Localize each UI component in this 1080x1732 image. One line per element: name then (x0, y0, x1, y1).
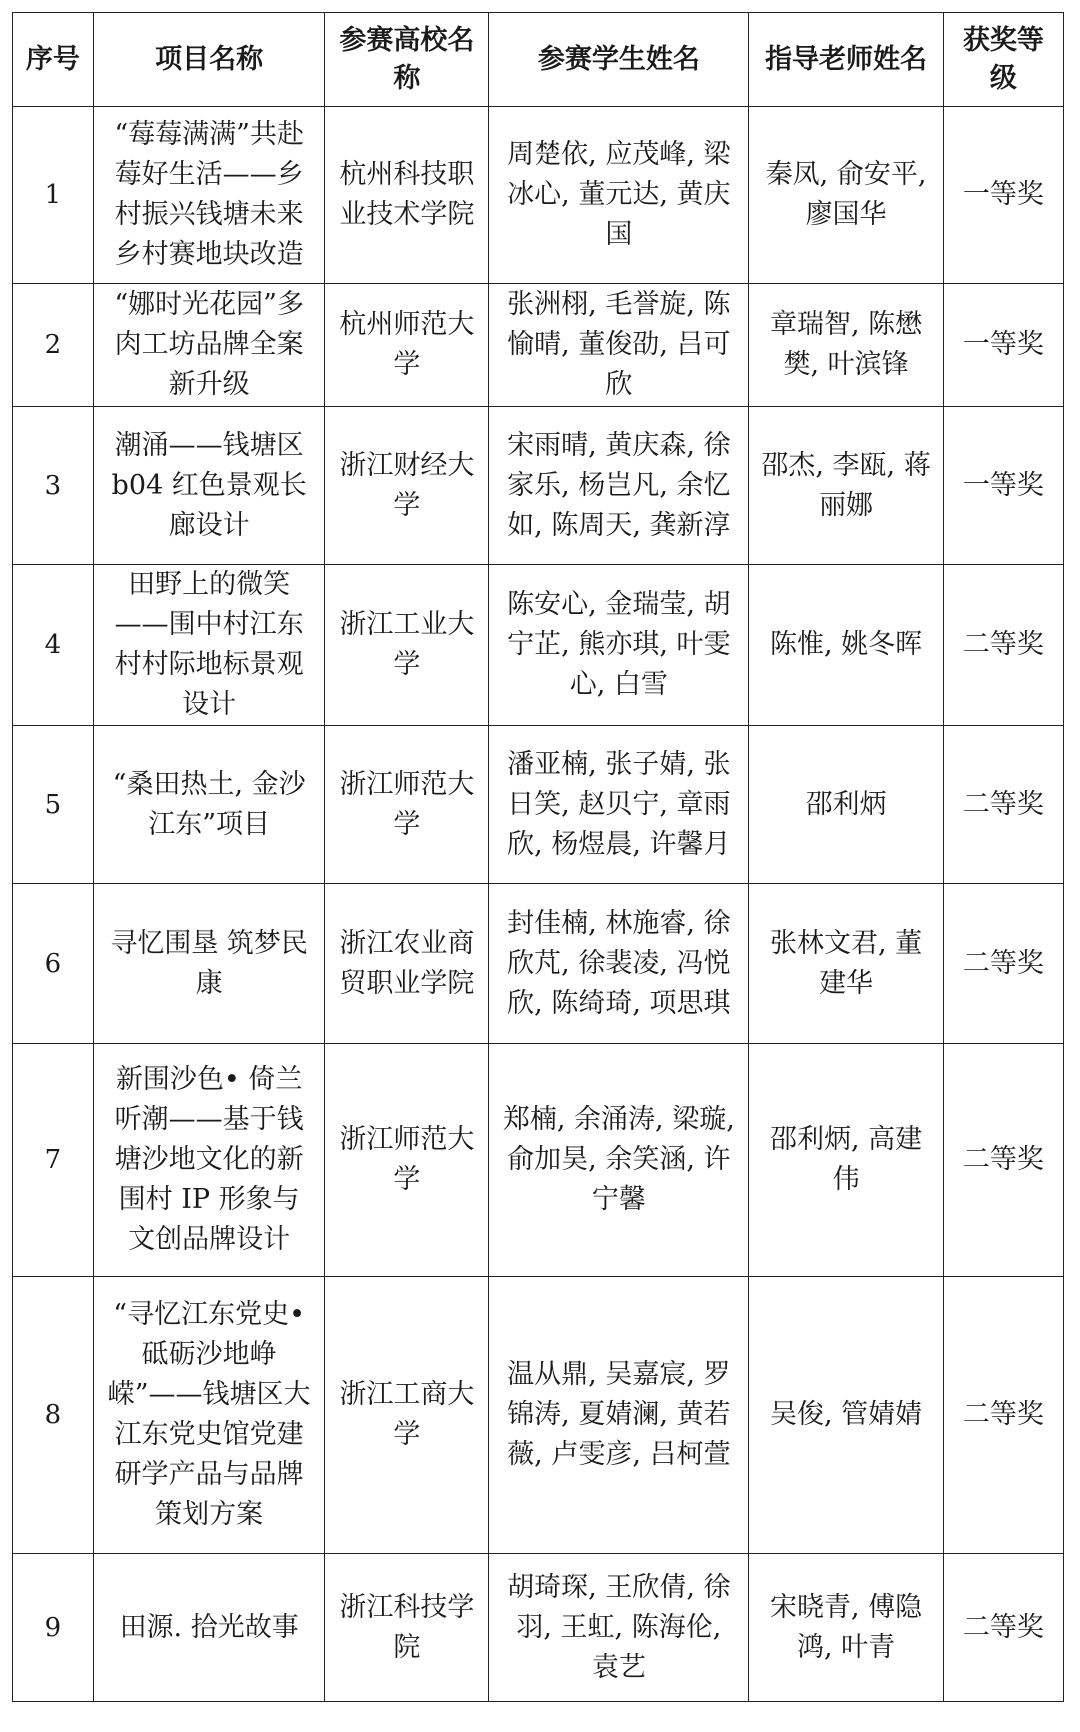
header-row (13, 13, 1064, 107)
teacher-names: 陈惟, 姚冬晖 (749, 565, 943, 726)
table-row (13, 107, 1064, 284)
school-name: 杭州科技职业技术学院 (325, 107, 489, 284)
teacher-names: 邵利炳, 高建伟 (749, 1044, 943, 1277)
table-row (13, 884, 1064, 1044)
school-name: 浙江科技学院 (325, 1554, 489, 1702)
student-names: 温从鼎, 吴嘉宸, 罗锦涛, 夏婧澜, 黄若薇, 卢雯彦, 吕柯萱 (489, 1277, 749, 1554)
project-name: “桑田热土, 金沙江东”项目 (93, 726, 325, 884)
row-index: 9 (13, 1554, 94, 1702)
award-level: 一等奖 (943, 407, 1063, 565)
student-names: 胡琦琛, 王欣倩, 徐羽, 王虹, 陈海伦, 袁艺 (489, 1554, 749, 1702)
award-level: 二等奖 (943, 726, 1063, 884)
teacher-names: 邵杰, 李瓯, 蒋丽娜 (749, 407, 943, 565)
student-names: 周楚依, 应茂峰, 梁冰心, 董元达, 黄庆国 (489, 107, 749, 284)
student-names: 陈安心, 金瑞莹, 胡宁芷, 熊亦琪, 叶雯心, 白雪 (489, 565, 749, 726)
school-name: 浙江师范大学 (325, 1044, 489, 1277)
award-level: 二等奖 (943, 1277, 1063, 1554)
project-name: 寻忆围垦 筑梦民康 (93, 884, 325, 1044)
table-row (13, 284, 1064, 407)
header-students: 参赛学生姓名 (489, 13, 749, 107)
student-names: 张洲栩, 毛誉旋, 陈愉晴, 董俊劭, 吕可欣 (489, 284, 749, 407)
award-level: 一等奖 (943, 107, 1063, 284)
project-name: “莓莓满满”共赴莓好生活——乡村振兴钱塘未来乡村赛地块改造 (93, 107, 325, 284)
header-school: 参赛高校名称 (325, 13, 489, 107)
school-name: 杭州师范大学 (325, 284, 489, 407)
award-level: 二等奖 (943, 1554, 1063, 1702)
header-index: 序号 (13, 13, 94, 107)
row-index: 3 (13, 407, 94, 565)
row-index: 1 (13, 107, 94, 284)
school-name: 浙江财经大学 (325, 407, 489, 565)
award-table (12, 12, 1064, 1702)
table-row (13, 407, 1064, 565)
header-project: 项目名称 (93, 13, 325, 107)
award-level: 二等奖 (943, 884, 1063, 1044)
teacher-names: 秦凤, 俞安平, 廖国华 (749, 107, 943, 284)
row-index: 6 (13, 884, 94, 1044)
teacher-names: 宋晓青, 傅隐鸿, 叶青 (749, 1554, 943, 1702)
school-name: 浙江农业商贸职业学院 (325, 884, 489, 1044)
project-name: 潮涌——钱塘区 b04 红色景观长廊设计 (93, 407, 325, 565)
table-row (13, 726, 1064, 884)
row-index: 2 (13, 284, 94, 407)
header-teachers: 指导老师姓名 (749, 13, 943, 107)
row-index: 7 (13, 1044, 94, 1277)
row-index: 4 (13, 565, 94, 726)
school-name: 浙江工业大学 (325, 565, 489, 726)
row-index: 5 (13, 726, 94, 884)
award-level: 二等奖 (943, 1044, 1063, 1277)
award-table-container (12, 12, 1064, 1702)
row-index: 8 (13, 1277, 94, 1554)
student-names: 宋雨晴, 黄庆森, 徐家乐, 杨岂凡, 余忆如, 陈周天, 龚新淳 (489, 407, 749, 565)
award-level: 一等奖 (943, 284, 1063, 407)
award-level: 二等奖 (943, 565, 1063, 726)
table-row (13, 1554, 1064, 1702)
header-award: 获奖等级 (943, 13, 1063, 107)
teacher-names: 邵利炳 (749, 726, 943, 884)
table-row (13, 1044, 1064, 1277)
student-names: 潘亚楠, 张子婧, 张日笑, 赵贝宁, 章雨欣, 杨煜晨, 许馨月 (489, 726, 749, 884)
project-name: 田源. 拾光故事 (93, 1554, 325, 1702)
teacher-names: 张林文君, 董建华 (749, 884, 943, 1044)
table-row (13, 565, 1064, 726)
school-name: 浙江师范大学 (325, 726, 489, 884)
teacher-names: 章瑞智, 陈懋樊, 叶滨锋 (749, 284, 943, 407)
school-name: 浙江工商大学 (325, 1277, 489, 1554)
student-names: 封佳楠, 林施睿, 徐欣芃, 徐裴凌, 冯悦欣, 陈绮琦, 项思琪 (489, 884, 749, 1044)
table-row (13, 1277, 1064, 1554)
teacher-names: 吴俊, 管婧婧 (749, 1277, 943, 1554)
project-name: 新围沙色• 倚兰听潮——基于钱塘沙地文化的新围村 IP 形象与文创品牌设计 (93, 1044, 325, 1277)
student-names: 郑楠, 余涌涛, 梁璇, 俞加昊, 余笑涵, 许宁馨 (489, 1044, 749, 1277)
project-name: “娜时光花园”多肉工坊品牌全案新升级 (93, 284, 325, 407)
project-name: “寻忆江东党史•砥砺沙地峥嵘”——钱塘区大江东党史馆党建研学产品与品牌策划方案 (93, 1277, 325, 1554)
project-name: 田野上的微笑——围中村江东村村际地标景观设计 (93, 565, 325, 726)
